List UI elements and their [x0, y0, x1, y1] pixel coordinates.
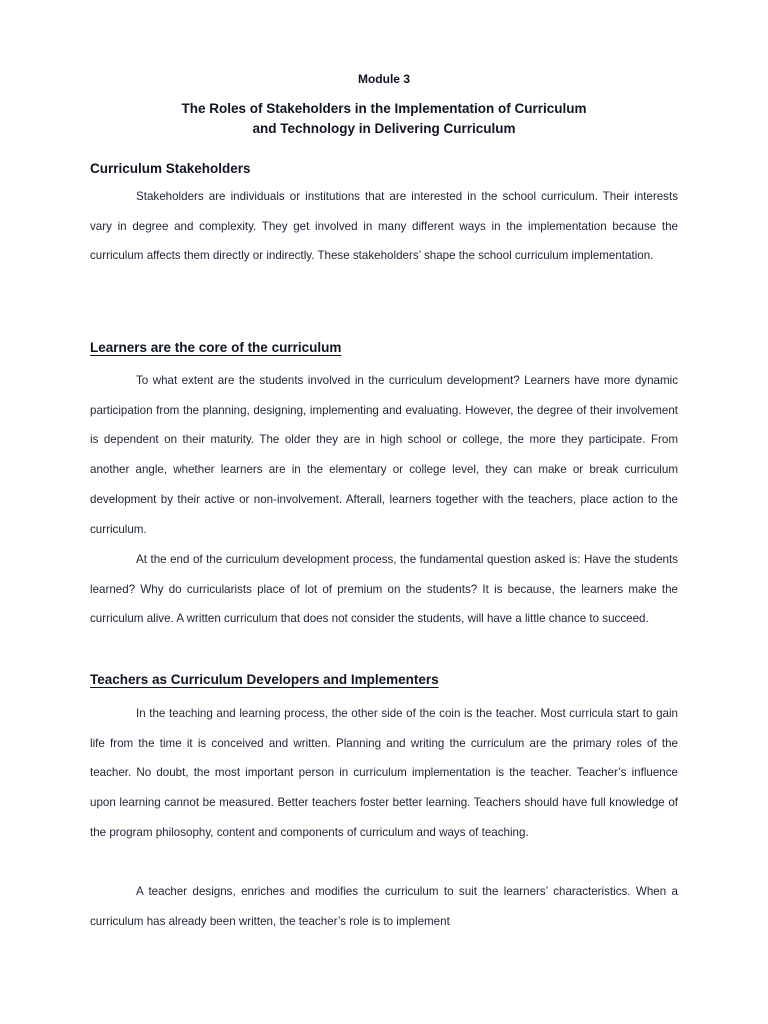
module-label: Module 3 — [357, 72, 410, 86]
paragraph-stakeholders: Stakeholders are individuals or institutions that are interested in the school curriculum. Their interests vary in degree and complexity. They get involved in many different ways in the implementation because the curriculum affects them directly or indirectly. These stakeholders’ shape the school curriculum implementation. — [90, 190, 678, 263]
paragraph-learners-1: To what extent are the students involved in the curriculum development? Learners have more dynamic participation from the planning, designing, implementing and evaluating. However, the degree of their involvement is dependent on their maturity. The older they are in high school or college, the more they participate. From another angle, whether learners are in the elementary or college level, they can make or break curriculum development by their active or non-involvement. Afterall, learners together with the teachers, place action to the curriculum. — [90, 374, 678, 536]
title-line-1: The Roles of Stakeholders in the Implementation of Curriculum — [181, 101, 587, 116]
title-line-2: and Technology in Delivering Curriculum — [252, 121, 516, 136]
document-title — [0, 99, 768, 139]
paragraph-teachers-1: In the teaching and learning process, the other side of the coin is the teacher. Most curricula start to gain life from the time it is conceived and written. Planning and writing the curriculum are the primary roles of the teacher. No doubt, the most important person in curriculum implementation is the teacher. Teacher’s influence upon learning cannot be measured. Better teachers foster better learning. Teachers should have full knowledge of the program philosophy, content and components of curriculum and ways of teaching. — [90, 707, 678, 839]
paragraph-learners-2: At the end of the curriculum development process, the fundamental question asked is: Have the students learned? Why do curricularists place of lot of premium on the students? It is because, the learners make the curriculum alive. A written curriculum that does not consider the students, will have a little chance to succeed. — [90, 553, 678, 626]
heading-curriculum-stakeholders: Curriculum Stakeholders — [90, 161, 251, 176]
heading-learners: Learners are the core of the curriculum — [90, 340, 342, 355]
heading-teachers: Teachers as Curriculum Developers and Implementers — [90, 672, 439, 687]
paragraph-teachers-2: A teacher designs, enriches and modifies the curriculum to suit the learners’ characteristics. When a curriculum has already been written, the teacher’s role is to implement — [90, 885, 678, 928]
